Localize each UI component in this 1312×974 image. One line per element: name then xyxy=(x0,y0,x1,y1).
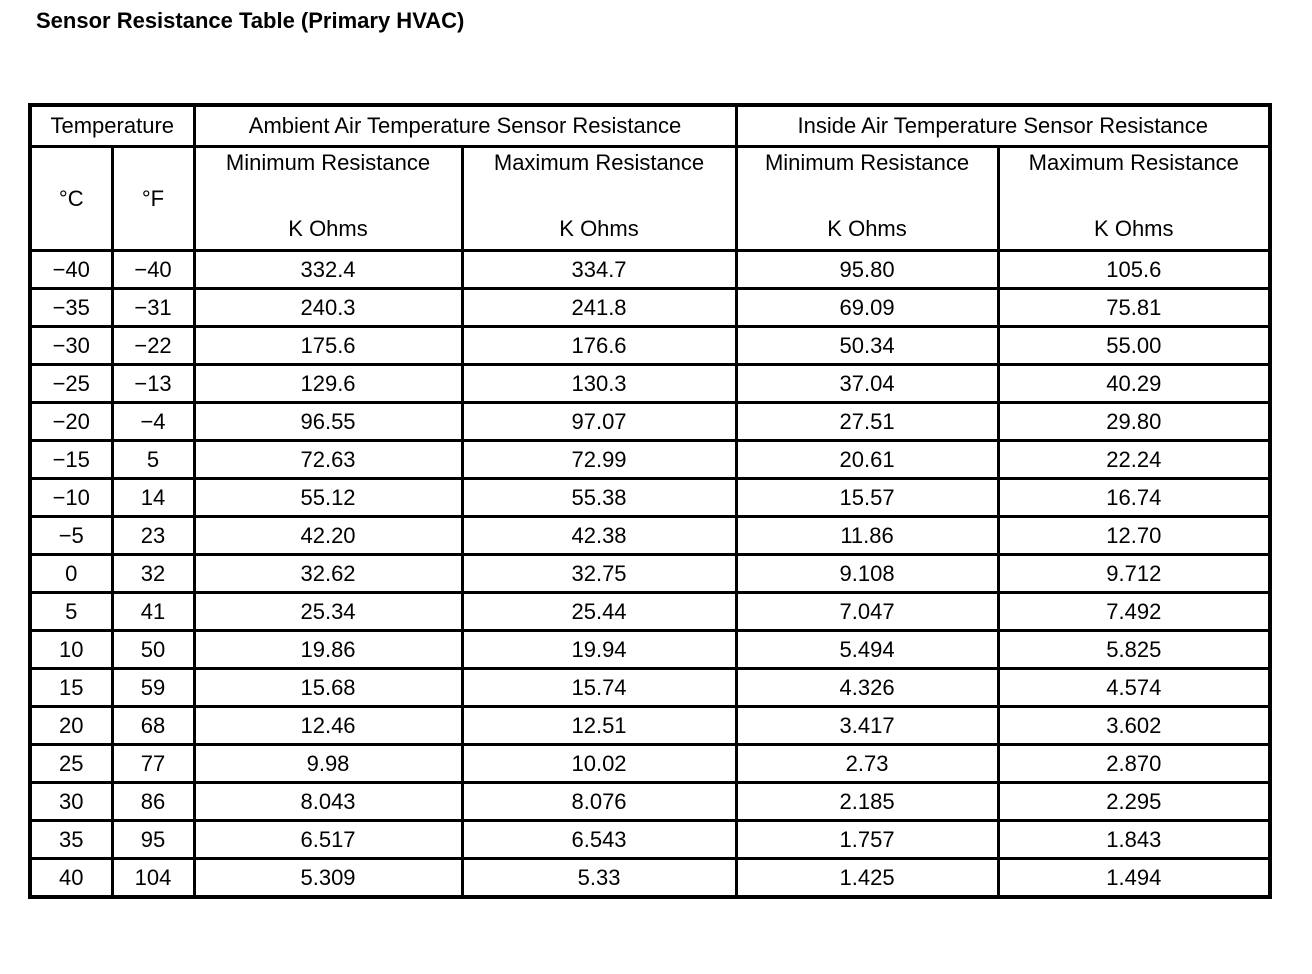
fahrenheit-cell: 68 xyxy=(112,707,194,745)
inside-max-cell: 2.870 xyxy=(998,745,1270,783)
ambient-min-cell: 19.86 xyxy=(194,631,462,669)
ambient-max-header xyxy=(462,147,736,251)
celsius-cell: −5 xyxy=(30,517,112,555)
table-row xyxy=(30,669,1270,707)
fahrenheit-cell: −31 xyxy=(112,289,194,327)
ambient-min-unit: K Ohms xyxy=(288,216,368,241)
temperature-header: Temperature xyxy=(30,105,194,147)
celsius-cell: −15 xyxy=(30,441,112,479)
ambient-max-cell: 241.8 xyxy=(462,289,736,327)
fahrenheit-cell: 41 xyxy=(112,593,194,631)
inside-max-cell: 22.24 xyxy=(998,441,1270,479)
table-body xyxy=(30,251,1270,898)
celsius-cell: 25 xyxy=(30,745,112,783)
ambient-min-cell: 15.68 xyxy=(194,669,462,707)
fahrenheit-cell: 104 xyxy=(112,859,194,898)
ambient-max-cell: 55.38 xyxy=(462,479,736,517)
inside-max-cell: 5.825 xyxy=(998,631,1270,669)
header-group-row xyxy=(30,105,1270,147)
fahrenheit-cell: 77 xyxy=(112,745,194,783)
table-row xyxy=(30,479,1270,517)
ambient-max-cell: 10.02 xyxy=(462,745,736,783)
ambient-min-cell: 175.6 xyxy=(194,327,462,365)
ambient-min-cell: 12.46 xyxy=(194,707,462,745)
table-row xyxy=(30,365,1270,403)
celsius-cell: 0 xyxy=(30,555,112,593)
ambient-min-cell: 332.4 xyxy=(194,251,462,289)
table-row xyxy=(30,821,1270,859)
ambient-max-cell: 72.99 xyxy=(462,441,736,479)
inside-min-header xyxy=(736,147,998,251)
ambient-min-cell: 9.98 xyxy=(194,745,462,783)
celsius-cell: −20 xyxy=(30,403,112,441)
ambient-max-cell: 8.076 xyxy=(462,783,736,821)
inside-min-cell: 1.757 xyxy=(736,821,998,859)
fahrenheit-cell: 86 xyxy=(112,783,194,821)
inside-max-cell: 2.295 xyxy=(998,783,1270,821)
inside-min-cell: 1.425 xyxy=(736,859,998,898)
inside-max-cell: 16.74 xyxy=(998,479,1270,517)
ambient-sensor-header: Ambient Air Temperature Sensor Resistance xyxy=(194,105,736,147)
inside-min-cell: 50.34 xyxy=(736,327,998,365)
sensor-resistance-table xyxy=(28,103,1272,899)
ambient-max-label: Maximum Resistance xyxy=(493,150,705,175)
ambient-min-label: Minimum Resistance xyxy=(225,150,431,175)
inside-max-unit: K Ohms xyxy=(1094,216,1174,241)
ambient-min-cell: 5.309 xyxy=(194,859,462,898)
inside-min-cell: 69.09 xyxy=(736,289,998,327)
inside-min-cell: 9.108 xyxy=(736,555,998,593)
inside-min-cell: 11.86 xyxy=(736,517,998,555)
fahrenheit-cell: 59 xyxy=(112,669,194,707)
table-row xyxy=(30,555,1270,593)
celsius-cell: 20 xyxy=(30,707,112,745)
fahrenheit-cell: 5 xyxy=(112,441,194,479)
inside-max-cell: 105.6 xyxy=(998,251,1270,289)
page-title: Sensor Resistance Table (Primary HVAC) xyxy=(36,8,465,33)
inside-max-cell: 1.494 xyxy=(998,859,1270,898)
ambient-min-cell: 129.6 xyxy=(194,365,462,403)
table-row xyxy=(30,783,1270,821)
ambient-max-cell: 15.74 xyxy=(462,669,736,707)
inside-max-cell: 7.492 xyxy=(998,593,1270,631)
table-row xyxy=(30,403,1270,441)
inside-max-cell: 55.00 xyxy=(998,327,1270,365)
table-row xyxy=(30,593,1270,631)
inside-min-cell: 2.185 xyxy=(736,783,998,821)
inside-min-cell: 15.57 xyxy=(736,479,998,517)
celsius-cell: 10 xyxy=(30,631,112,669)
inside-max-cell: 75.81 xyxy=(998,289,1270,327)
table-row xyxy=(30,517,1270,555)
ambient-max-cell: 176.6 xyxy=(462,327,736,365)
inside-min-cell: 27.51 xyxy=(736,403,998,441)
celsius-cell: 5 xyxy=(30,593,112,631)
fahrenheit-cell: −22 xyxy=(112,327,194,365)
ambient-min-cell: 72.63 xyxy=(194,441,462,479)
celsius-cell: 15 xyxy=(30,669,112,707)
inside-max-cell: 1.843 xyxy=(998,821,1270,859)
inside-sensor-header: Inside Air Temperature Sensor Resistance xyxy=(736,105,1270,147)
ambient-max-unit: K Ohms xyxy=(559,216,639,241)
fahrenheit-cell: 95 xyxy=(112,821,194,859)
inside-min-cell: 37.04 xyxy=(736,365,998,403)
ambient-min-cell: 55.12 xyxy=(194,479,462,517)
inside-max-cell: 9.712 xyxy=(998,555,1270,593)
ambient-max-cell: 42.38 xyxy=(462,517,736,555)
celsius-cell: −10 xyxy=(30,479,112,517)
inside-min-unit: K Ohms xyxy=(827,216,907,241)
fahrenheit-cell: 14 xyxy=(112,479,194,517)
celsius-cell: −40 xyxy=(30,251,112,289)
ambient-min-cell: 6.517 xyxy=(194,821,462,859)
inside-min-cell: 3.417 xyxy=(736,707,998,745)
inside-min-cell: 95.80 xyxy=(736,251,998,289)
ambient-min-cell: 32.62 xyxy=(194,555,462,593)
fahrenheit-cell: 32 xyxy=(112,555,194,593)
table-row xyxy=(30,289,1270,327)
ambient-min-cell: 8.043 xyxy=(194,783,462,821)
ambient-max-cell: 130.3 xyxy=(462,365,736,403)
inside-max-cell: 12.70 xyxy=(998,517,1270,555)
table-row xyxy=(30,707,1270,745)
ambient-max-cell: 32.75 xyxy=(462,555,736,593)
inside-min-cell: 7.047 xyxy=(736,593,998,631)
inside-min-cell: 4.326 xyxy=(736,669,998,707)
inside-max-header xyxy=(998,147,1270,251)
inside-min-label: Minimum Resistance xyxy=(764,150,970,175)
table-row xyxy=(30,441,1270,479)
celsius-cell: −35 xyxy=(30,289,112,327)
ambient-max-cell: 19.94 xyxy=(462,631,736,669)
ambient-min-header xyxy=(194,147,462,251)
inside-max-cell: 3.602 xyxy=(998,707,1270,745)
inside-max-label: Maximum Resistance xyxy=(1028,150,1239,175)
ambient-max-cell: 5.33 xyxy=(462,859,736,898)
ambient-min-cell: 42.20 xyxy=(194,517,462,555)
ambient-max-cell: 12.51 xyxy=(462,707,736,745)
table-row xyxy=(30,327,1270,365)
inside-min-cell: 2.73 xyxy=(736,745,998,783)
fahrenheit-cell: −13 xyxy=(112,365,194,403)
ambient-max-cell: 97.07 xyxy=(462,403,736,441)
ambient-max-cell: 25.44 xyxy=(462,593,736,631)
inside-max-cell: 4.574 xyxy=(998,669,1270,707)
ambient-min-cell: 240.3 xyxy=(194,289,462,327)
ambient-min-cell: 25.34 xyxy=(194,593,462,631)
fahrenheit-cell: −4 xyxy=(112,403,194,441)
celsius-cell: 40 xyxy=(30,859,112,898)
ambient-max-cell: 334.7 xyxy=(462,251,736,289)
inside-min-cell: 5.494 xyxy=(736,631,998,669)
inside-max-cell: 29.80 xyxy=(998,403,1270,441)
header-sub-row xyxy=(30,147,1270,251)
ambient-min-cell: 96.55 xyxy=(194,403,462,441)
fahrenheit-header: °F xyxy=(112,147,194,251)
table-row xyxy=(30,745,1270,783)
ambient-max-cell: 6.543 xyxy=(462,821,736,859)
fahrenheit-cell: −40 xyxy=(112,251,194,289)
fahrenheit-cell: 23 xyxy=(112,517,194,555)
celsius-cell: 30 xyxy=(30,783,112,821)
celsius-cell: 35 xyxy=(30,821,112,859)
inside-min-cell: 20.61 xyxy=(736,441,998,479)
table-row xyxy=(30,859,1270,898)
celsius-header: °C xyxy=(30,147,112,251)
celsius-cell: −25 xyxy=(30,365,112,403)
fahrenheit-cell: 50 xyxy=(112,631,194,669)
inside-max-cell: 40.29 xyxy=(998,365,1270,403)
celsius-cell: −30 xyxy=(30,327,112,365)
table-row xyxy=(30,251,1270,289)
table-row xyxy=(30,631,1270,669)
